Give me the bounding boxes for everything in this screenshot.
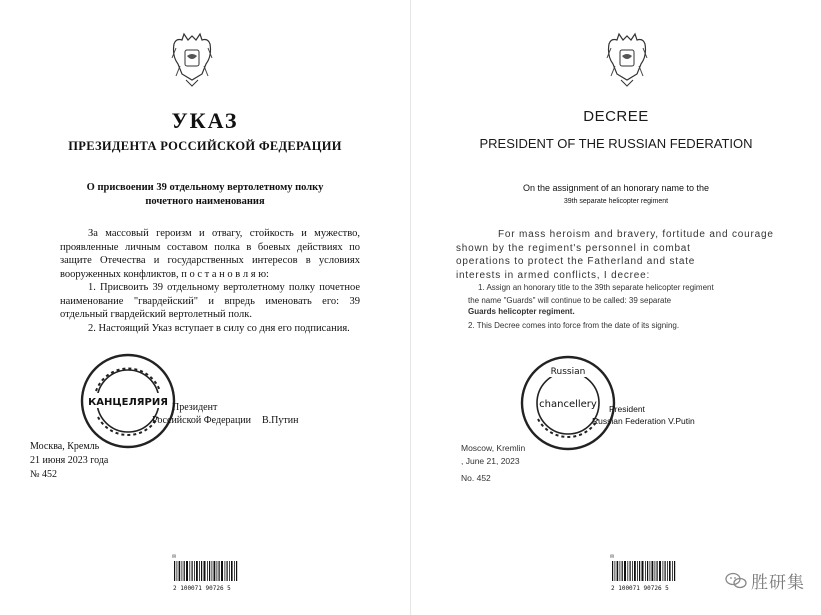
coat-of-arms-icon — [170, 30, 214, 88]
stamp-label: КАНЦЕЛЯРИЯ — [88, 397, 168, 408]
body-line-6: the name "Guards" will continue to be called: 39 separate — [468, 295, 672, 305]
decree-place-date — [30, 440, 108, 482]
signer-office: Российской Федерации — [152, 415, 252, 426]
signer-title: President — [609, 404, 645, 414]
decree-title: DECREE — [583, 108, 649, 125]
english-decree-page — [411, 0, 821, 615]
preamble-paragraph: За массовый героизм и отвагу, стойкость и мужество, проявленные личным составом полка в боевых действиях по защите Отечества и государственных интересов в условиях вооруженных конфликтов, п о с т а н о в л я ю: — [60, 228, 360, 280]
russian-decree-page — [0, 0, 410, 615]
stamp-label: chancellery — [539, 399, 597, 410]
decree-subject — [0, 181, 410, 209]
barcode-icon — [608, 552, 680, 584]
svg-text:✉: ✉ — [172, 554, 177, 560]
decree-place: Moscow, Kremlin — [461, 443, 526, 453]
wechat-icon — [725, 572, 747, 590]
coat-of-arms-icon — [605, 30, 649, 88]
decree-date: 21 июня 2023 года — [30, 455, 109, 466]
body-line-2: shown by the regiment's personnel in combat — [456, 242, 691, 254]
svg-text:✉: ✉ — [610, 554, 615, 560]
subject-line-1: On the assignment of an honorary name to the — [522, 183, 710, 193]
signer-title: Президент — [172, 402, 218, 413]
body-line-1: For mass heroism and bravery, fortitude and courage — [498, 229, 774, 240]
watermark — [725, 568, 805, 593]
decree-subtitle: PRESIDENT OF THE RUSSIAN FEDERATION — [479, 136, 753, 151]
decree-place: Москва, Кремль — [30, 441, 100, 452]
watermark-text: 胜研集 — [751, 573, 805, 593]
decree-body — [60, 227, 360, 335]
body-line-5: 1. Assign an honorary title to the 39th separate helicopter regiment — [478, 283, 714, 292]
decree-subtitle: ПРЕЗИДЕНТА РОССИЙСКОЙ ФЕДЕРАЦИИ — [68, 139, 342, 153]
signer-name: В.Путин — [262, 415, 299, 426]
stamp-top-label: Russian — [550, 367, 586, 377]
body-line-4: interests in armed conflicts, I decree: — [456, 269, 651, 281]
decree-number: No. 452 — [461, 473, 491, 483]
decree-number: № 452 — [30, 469, 58, 480]
body-line-8: 2. This Decree comes into force from the date of its signing. — [468, 321, 680, 330]
chancellery-stamp-icon — [78, 351, 178, 451]
body-line-7: Guards helicopter regiment. — [468, 307, 575, 316]
decree-date: , June 21, 2023 — [461, 456, 520, 466]
subject-line-2: 39th separate helicopter regiment — [563, 198, 669, 205]
decree-place-date — [461, 442, 525, 485]
article-2-paragraph: 2. Настоящий Указ вступает в силу со дня его подписания. — [88, 322, 350, 334]
subject-line-1: О присвоении 39 отдельному вертолетному полку — [86, 182, 324, 193]
barcode-number: 2 100071 90726 5 — [611, 585, 669, 592]
barcode-icon — [170, 552, 242, 584]
decree-title: УКАЗ — [171, 108, 239, 133]
body-line-3: operations to protect the Fatherland and state — [456, 256, 696, 267]
subject-line-2: почетного наименования — [145, 196, 265, 207]
chancellery-stamp-icon — [518, 353, 618, 453]
article-1-paragraph: 1. Присвоить 39 отдельному вертолетному полку почетное наименование "гвардейский" и впредь именовать его: 39 отдельный гвардейский вертолетный полк. — [60, 282, 360, 320]
barcode-number: 2 100071 90726 5 — [173, 585, 231, 592]
signer-office: Russian Federation V.Putin — [592, 416, 695, 426]
decree-body — [456, 228, 786, 333]
